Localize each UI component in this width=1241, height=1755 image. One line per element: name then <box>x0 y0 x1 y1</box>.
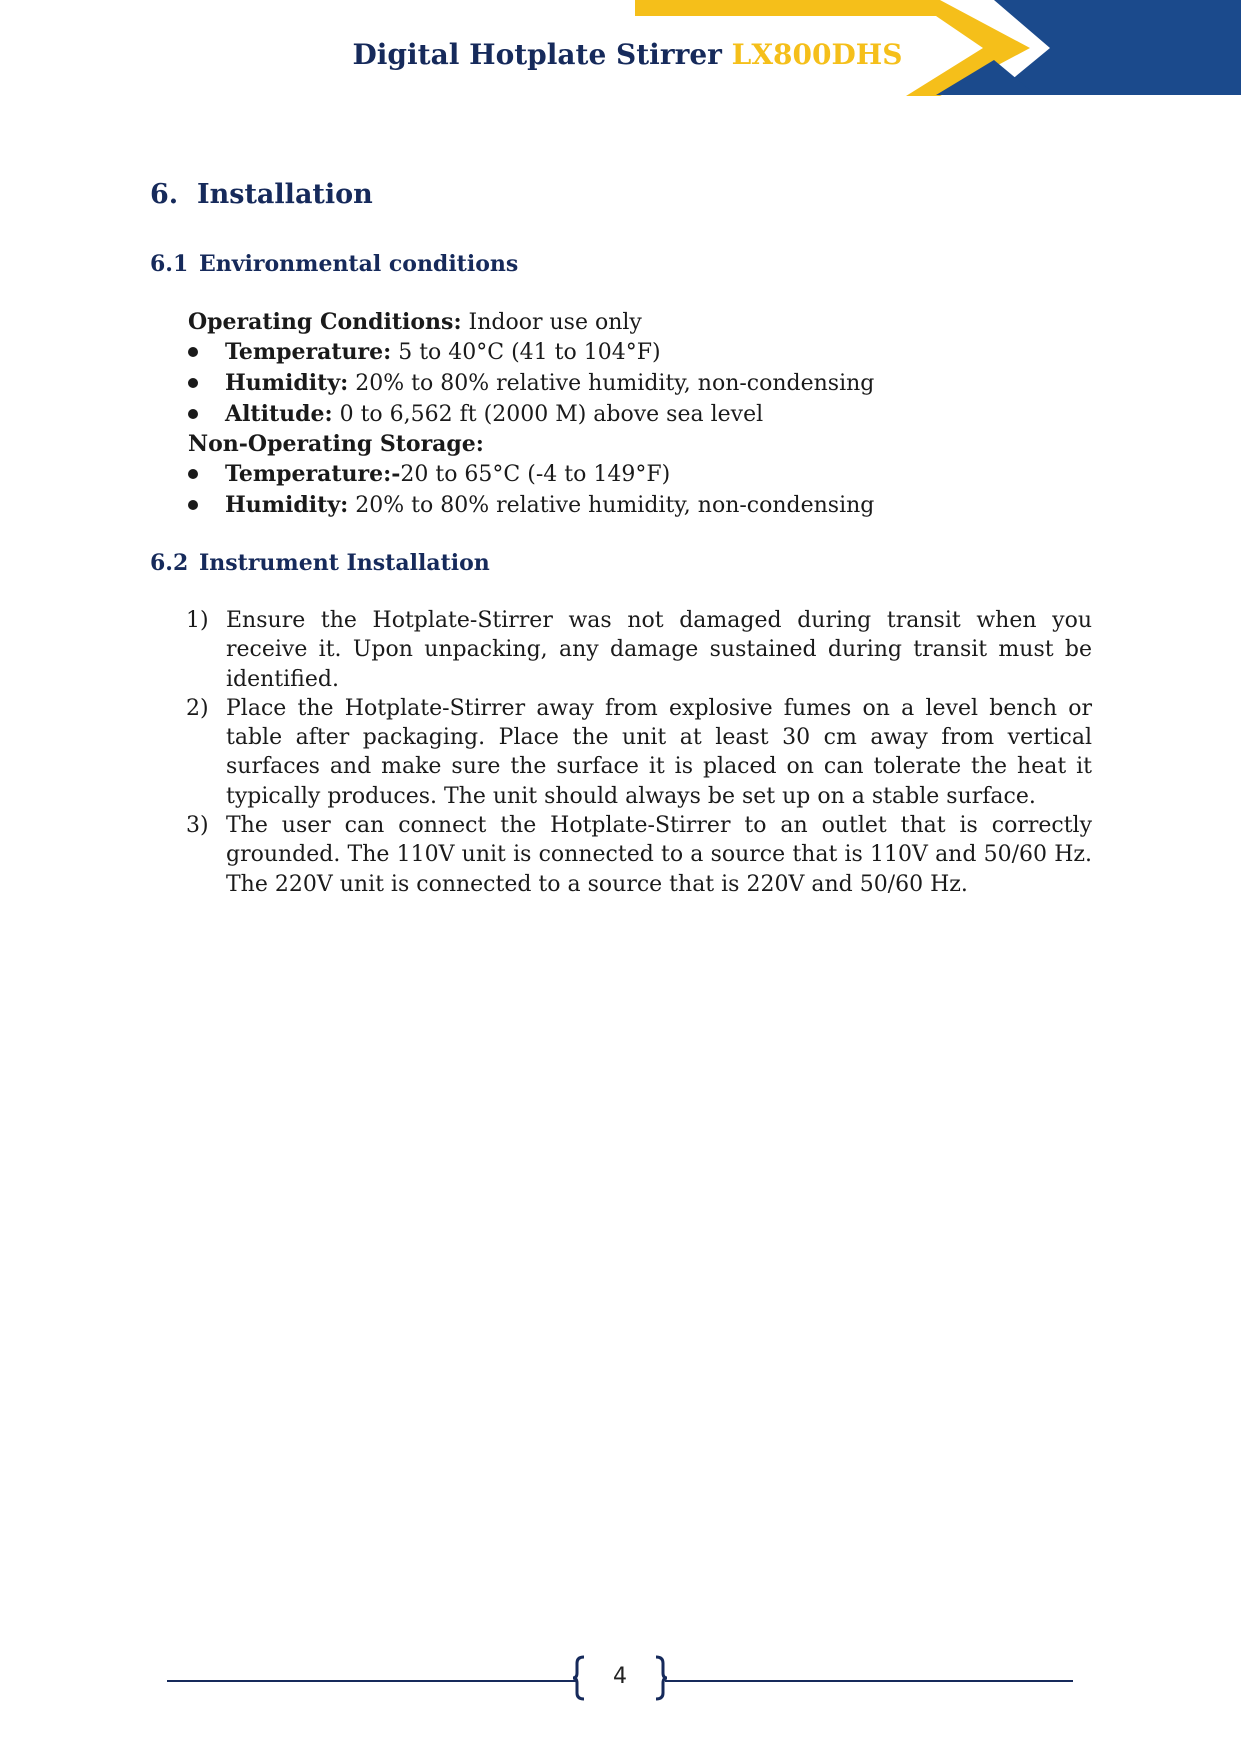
storage-heading <box>188 429 484 460</box>
subsection-title: Environmental conditions <box>199 251 519 277</box>
list-item <box>225 490 874 521</box>
subsection-title: Instrument Installation <box>199 550 490 576</box>
bullet-icon <box>188 409 198 419</box>
subsection-number: 6.2 <box>150 550 189 576</box>
bullet-icon <box>188 378 198 388</box>
step-number: 1) <box>186 608 209 633</box>
bullet-icon <box>188 500 198 510</box>
right-brace-icon <box>654 1655 668 1701</box>
step-item <box>186 694 1092 811</box>
step-number: 2) <box>186 695 209 721</box>
page-number: 4 <box>613 1664 627 1689</box>
item-value: 0 to 6,562 ft (2000 M) above sea level <box>332 402 764 427</box>
list-item <box>225 459 670 490</box>
item-value: 20% to 80% relative humidity, non-condensing <box>348 493 875 518</box>
list-item <box>225 368 874 399</box>
subsection-number: 6.1 <box>150 251 189 277</box>
item-value: 5 to 40°C (41 to 104°F) <box>391 340 661 365</box>
step-text: Ensure the Hotplate-Stirrer was not damaged during transit when you receive it. Upon unpacking, any damage sustained during transit must be identified. <box>226 608 1092 692</box>
bullet-icon <box>188 347 198 357</box>
operating-conditions-value: Indoor use only <box>461 310 642 335</box>
bullet-icon <box>188 469 198 479</box>
footer-rule-right <box>665 1680 1073 1682</box>
left-brace-icon <box>572 1655 586 1701</box>
section-number: 6. <box>150 179 179 210</box>
item-label: Temperature: <box>225 339 392 365</box>
item-label: Humidity: <box>225 492 349 518</box>
header-blue-block <box>993 0 1241 95</box>
item-value: 20 to 65°C (-4 to 149°F) <box>400 462 671 487</box>
item-label: Humidity: <box>225 370 349 396</box>
step-text: The user can connect the Hotplate-Stirrer to an outlet that is correctly grounded. The 110V unit is connected to a source that is 110V and 50/60 Hz. The 220V unit is connected to a source that is 220V and 50/60 Hz. <box>226 813 1092 897</box>
section-title: Installation <box>197 179 373 210</box>
storage-label: Non-Operating Storage: <box>188 431 484 457</box>
model-number: LX800DHS <box>731 38 903 71</box>
step-item <box>186 606 1092 694</box>
section-heading <box>150 179 373 210</box>
step-item <box>186 811 1092 899</box>
item-value: 20% to 80% relative humidity, non-condensing <box>348 371 875 396</box>
operating-conditions-line <box>188 307 642 338</box>
step-text: Place the Hotplate-Stirrer away from explosive fumes on a level bench or table after packaging. Place the unit at least 30 cm away from vertical surfaces and make sure the surface it is placed on can tolerate the heat it typically produces. The unit should always be set up on a stable surface. <box>226 695 1092 809</box>
list-item <box>225 399 763 430</box>
step-number: 3) <box>186 813 209 839</box>
item-label: Temperature:- <box>225 461 401 487</box>
operating-conditions-label: Operating Conditions: <box>188 309 462 335</box>
item-label: Altitude: <box>225 401 333 427</box>
list-item <box>225 337 661 368</box>
subsection-heading-env <box>150 251 518 277</box>
document-title <box>340 38 915 71</box>
document-title-text: Digital Hotplate Stirrer <box>352 38 722 71</box>
subsection-heading-install <box>150 550 490 576</box>
footer-rule-left <box>167 1680 577 1682</box>
installation-steps <box>186 606 1092 899</box>
